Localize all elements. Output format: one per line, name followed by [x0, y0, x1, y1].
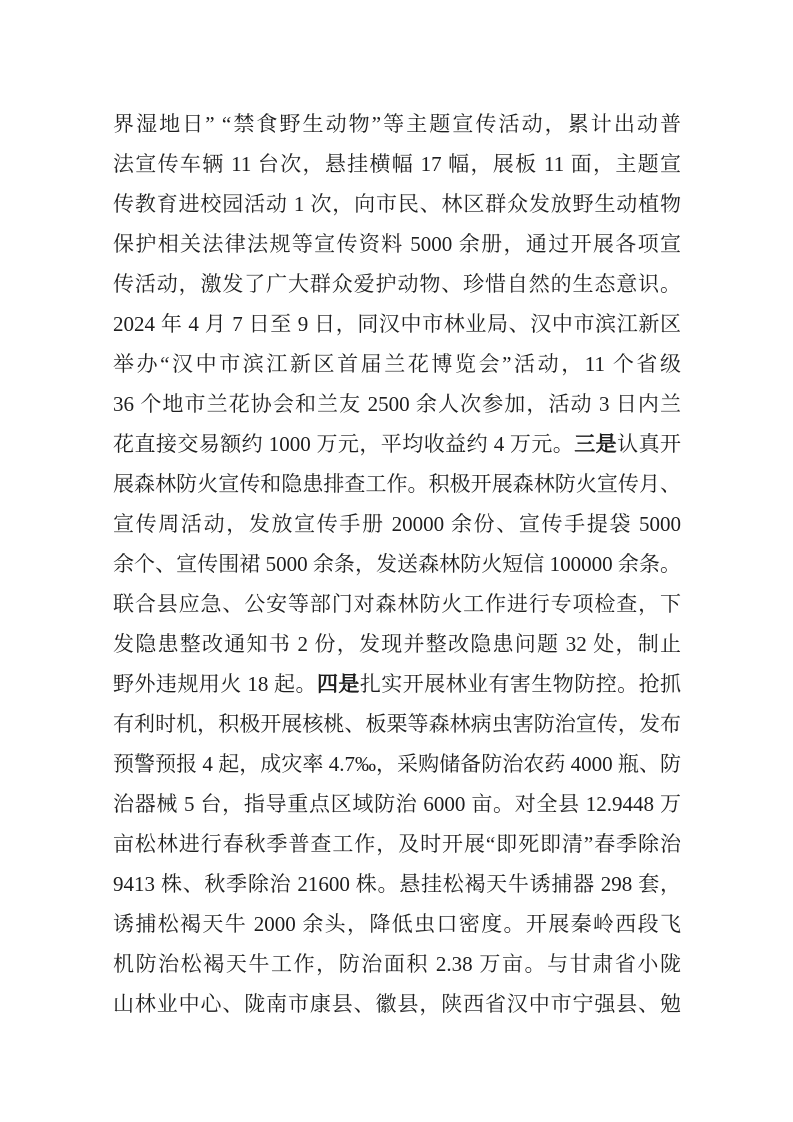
text-line [113, 344, 681, 384]
text-line [113, 744, 681, 784]
text-segment: 亩松林进行春秋季普查工作，及时开展“即死即清”春季除治 [113, 832, 681, 856]
text-segment: 预警预报 4 起，成灾率 4.7‰，采购储备防治农药 4000 瓶、防 [113, 752, 681, 776]
text-line [113, 664, 681, 704]
text-segment: 展森林防火宣传和隐患排查工作。积极开展森林防火宣传月、 [113, 472, 681, 496]
text-segment: 野外违规用火 18 起。 [113, 672, 317, 696]
document-body [113, 104, 681, 1024]
text-segment: 2024 年 4 月 7 日至 9 日，同汉中市林业局、汉中市滨江新区 [113, 312, 681, 336]
text-line [113, 624, 681, 664]
text-segment: 机防治松褐天牛工作，防治面积 2.38 万亩。与甘肃省小陇 [113, 952, 681, 976]
text-segment: 余个、宣传围裙 5000 余条，发送森林防火短信 100000 余条。 [113, 552, 681, 576]
text-segment: 36 个地市兰花协会和兰友 2500 余人次参加，活动 3 日内兰 [113, 392, 681, 416]
text-line [113, 504, 681, 544]
text-segment: 认真开 [617, 432, 681, 456]
text-segment: 举办“汉中市滨江新区首届兰花博览会”活动，11 个省级 [113, 352, 681, 376]
text-line [113, 984, 681, 1024]
text-line [113, 704, 681, 744]
text-line [113, 184, 681, 224]
text-line [113, 144, 681, 184]
text-segment: 传活动，激发了广大群众爱护动物、珍惜自然的生态意识。 [113, 272, 681, 296]
text-segment: 扎实开展林业有害生物防控。抢抓 [359, 672, 681, 696]
text-line [113, 944, 681, 984]
text-line [113, 544, 681, 584]
text-line [113, 904, 681, 944]
text-segment: 诱捕松褐天牛 2000 余头，降低虫口密度。开展秦岭西段飞 [113, 912, 681, 936]
text-segment: 保护相关法律法规等宣传资料 5000 余册，通过开展各项宣 [113, 232, 681, 256]
text-line [113, 824, 681, 864]
text-line [113, 224, 681, 264]
text-segment: 治器械 5 台，指导重点区域防治 6000 亩。对全县 12.9448 万 [113, 792, 681, 816]
text-line [113, 464, 681, 504]
text-segment: 传教育进校园活动 1 次，向市民、林区群众发放野生动植物 [113, 192, 681, 216]
text-segment: 宣传周活动，发放宣传手册 20000 余份、宣传手提袋 5000 [113, 512, 681, 536]
text-line [113, 784, 681, 824]
text-segment: 9413 株、秋季除治 21600 株。悬挂松褐天牛诱捕器 298 套， [113, 872, 681, 896]
text-line [113, 304, 681, 344]
text-line [113, 424, 681, 464]
text-line [113, 104, 681, 144]
text-line [113, 384, 681, 424]
bold-run: 三是 [574, 432, 618, 456]
bold-run: 四是 [316, 672, 360, 696]
text-segment: 有利时机，积极开展核桃、板栗等森林病虫害防治宣传，发布 [113, 712, 681, 736]
text-line [113, 584, 681, 624]
text-segment: 联合县应急、公安等部门对森林防火工作进行专项检查，下 [113, 592, 681, 616]
text-segment: 界湿地日” “禁食野生动物”等主题宣传活动，累计出动普 [113, 112, 681, 136]
text-line [113, 864, 681, 904]
text-line [113, 264, 681, 304]
text-segment: 花直接交易额约 1000 万元，平均收益约 4 万元。 [113, 432, 575, 456]
text-segment: 法宣传车辆 11 台次，悬挂横幅 17 幅，展板 11 面，主题宣 [113, 152, 681, 176]
text-segment: 发隐患整改通知书 2 份，发现并整改隐患问题 32 处，制止 [113, 632, 681, 656]
text-segment: 山林业中心、陇南市康县、徽县，陕西省汉中市宁强县、勉 [113, 992, 681, 1016]
